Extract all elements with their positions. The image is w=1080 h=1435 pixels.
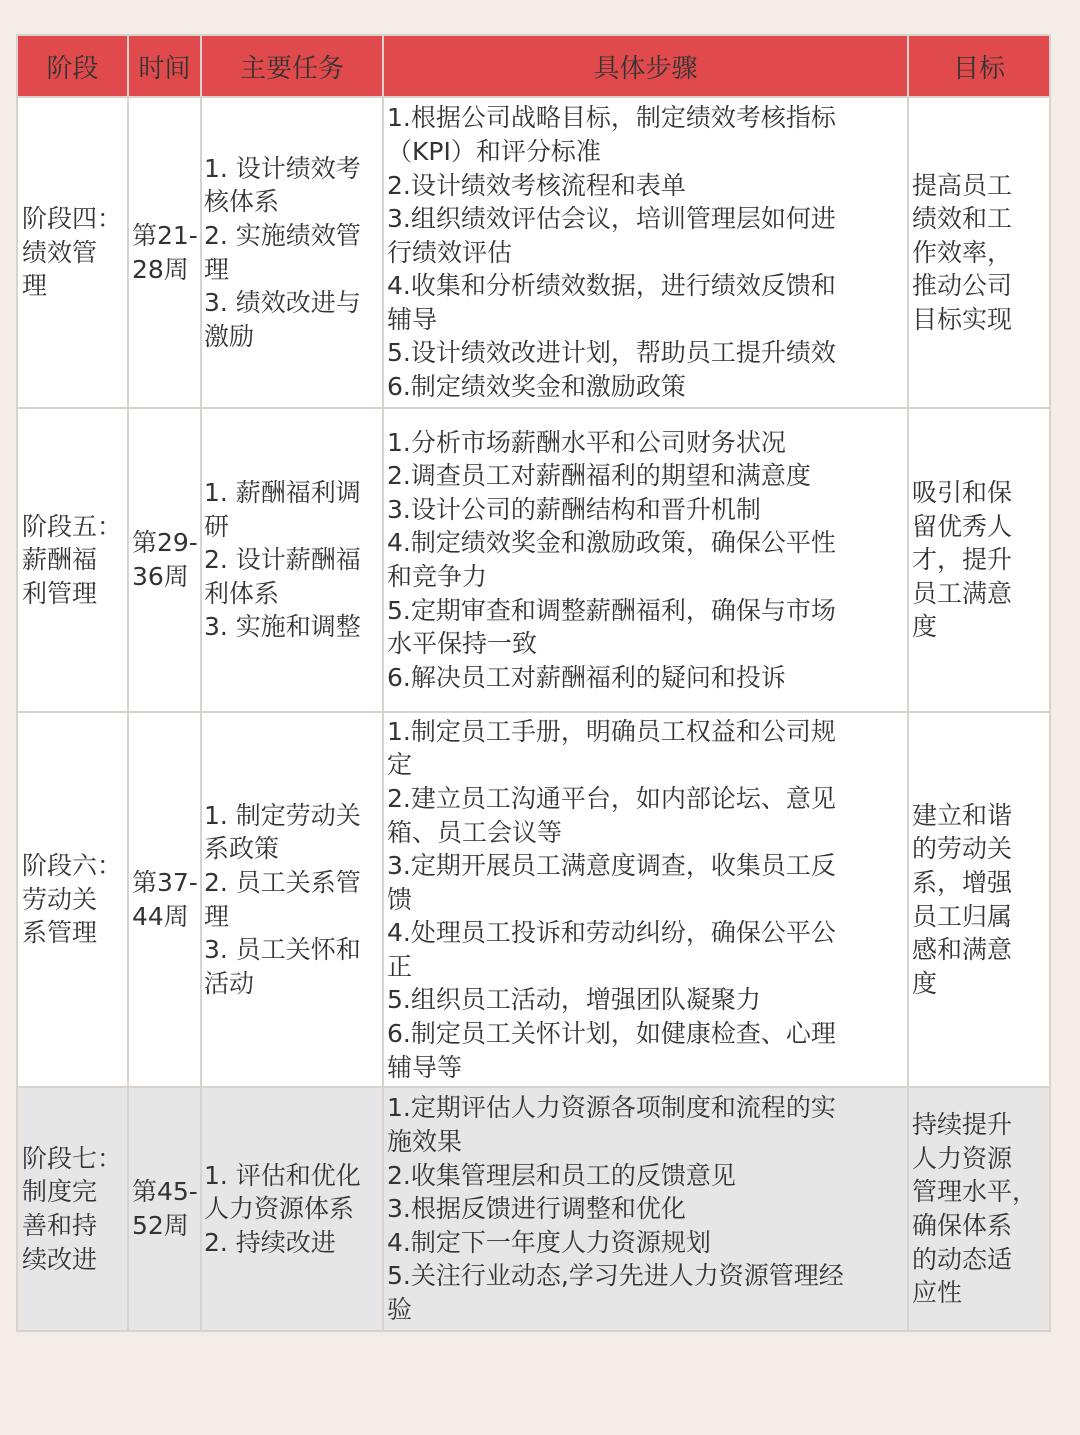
tasks-cell: [201, 408, 383, 712]
step-item: 2.收集管理层和员工的反馈意见: [387, 1160, 736, 1190]
header-row: [17, 35, 1050, 97]
goal-cell: [908, 97, 1050, 408]
step-item: 4.处理员工投诉和劳动纠纷，确保公平公 正: [387, 918, 836, 981]
step-item: 1.根据公司战略目标，制定绩效考核指标 （KPI）和评分标准: [387, 103, 836, 166]
stage-text: 阶段六： 劳动关 系管理: [22, 851, 123, 948]
stage-text: 阶段五： 薪酬福 利管理: [22, 511, 123, 608]
goal-text: 建立和谐 的劳动关 系，增强 员工归属 感和满意 度: [912, 800, 1013, 998]
step-item: 2.建立员工沟通平台，如内部论坛、意见 箱、员工会议等: [387, 783, 836, 847]
goal-cell: [908, 408, 1050, 712]
header-stage: 阶段: [17, 35, 128, 97]
step-item: 4.制定绩效奖金和激励政策，确保公平性 和竞争力: [387, 528, 836, 591]
step-item: 1.定期评估人力资源各项制度和流程的实 施效果: [387, 1093, 836, 1157]
steps-list: [387, 1091, 907, 1326]
steps-list: [387, 715, 907, 1085]
step-item: 3.定期开展员工满意度调查，收集员工反 馈: [387, 851, 836, 914]
step-item: 4.收集和分析绩效数据，进行绩效反馈和 辅导: [387, 271, 836, 334]
step-item: 5.组织员工活动，增强团队凝聚力: [387, 985, 761, 1015]
time-text: 第37- 44周: [132, 867, 198, 931]
time-text: 第29- 36周: [132, 528, 198, 591]
tasks-text: 1. 薪酬福利调 研 2. 设计薪酬福 利体系 3. 实施和调整: [204, 478, 361, 642]
step-item: 6.制定绩效奖金和激励政策: [387, 372, 686, 402]
time-cell: [128, 97, 201, 408]
steps-cell: [383, 1087, 908, 1331]
time-text: 第21- 28周: [132, 220, 198, 284]
step-item: 5.关注行业动态,学习先进人力资源管理经 验: [387, 1261, 844, 1324]
stage-cell: [17, 712, 128, 1087]
step-item: 2.调查员工对薪酬福利的期望和满意度: [387, 461, 811, 491]
time-cell: [128, 408, 201, 712]
time-text: 第45- 52周: [132, 1177, 198, 1240]
tasks-text: 1. 设计绩效考 核体系 2. 实施绩效管 理 3. 绩效改进与 激励: [204, 153, 361, 351]
step-item: 3.根据反馈进行调整和优化: [387, 1194, 686, 1224]
stage-cell: [17, 408, 128, 712]
time-cell: [128, 712, 201, 1087]
steps-cell: [383, 408, 908, 712]
goal-cell: [908, 1087, 1050, 1331]
plan-table: [16, 34, 1051, 1332]
step-item: 3.设计公司的薪酬结构和晋升机制: [387, 494, 761, 524]
tasks-text: 1. 制定劳动关 系政策 2. 员工关系管 理 3. 员工关怀和 活动: [204, 800, 361, 998]
step-item: 5.设计绩效改进计划，帮助员工提升绩效: [387, 338, 836, 368]
time-cell: [128, 1087, 201, 1331]
step-item: 2.设计绩效考核流程和表单: [387, 170, 686, 200]
goal-text: 提高员工 绩效和工 作效率， 推动公司 目标实现: [912, 170, 1013, 334]
table-row: [17, 712, 1050, 1087]
stage-text: 阶段四： 绩效管 理: [22, 204, 123, 301]
step-item: 5.定期审查和调整薪酬福利，确保与市场 水平保持一致: [387, 595, 836, 659]
stage-cell: [17, 1087, 128, 1331]
goal-text: 持续提升 人力资源 管理水平， 确保体系 的动态适 应性: [912, 1110, 1038, 1308]
steps-cell: [383, 712, 908, 1087]
step-item: 6.解决员工对薪酬福利的疑问和投诉: [387, 662, 786, 692]
tasks-text: 1. 评估和优化 人力资源体系 2. 持续改进: [204, 1160, 361, 1257]
table-row: [17, 1087, 1050, 1331]
table-row: [17, 408, 1050, 712]
step-item: 1.制定员工手册，明确员工权益和公司规 定: [387, 716, 836, 780]
step-item: 6.制定员工关怀计划，如健康检查、心理 辅导等: [387, 1019, 836, 1082]
header-steps: 具体步骤: [383, 35, 908, 97]
header-tasks: 主要任务: [201, 35, 383, 97]
header-time: 时间: [128, 35, 201, 97]
tasks-cell: [201, 712, 383, 1087]
goal-text: 吸引和保 留优秀人 才，提升 员工满意 度: [912, 478, 1013, 642]
steps-cell: [383, 97, 908, 408]
steps-list: [387, 101, 907, 403]
stage-text: 阶段七： 制度完 善和持 续改进: [22, 1143, 123, 1274]
table-row: [17, 97, 1050, 408]
header-goal: 目标: [908, 35, 1050, 97]
tasks-cell: [201, 1087, 383, 1331]
stage-cell: [17, 97, 128, 408]
step-item: 3.组织绩效评估会议，培训管理层如何进 行绩效评估: [387, 204, 836, 267]
step-item: 1.分析市场薪酬水平和公司财务状况: [387, 427, 786, 457]
tasks-cell: [201, 97, 383, 408]
steps-list: [387, 426, 907, 695]
step-item: 4.制定下一年度人力资源规划: [387, 1227, 711, 1257]
goal-cell: [908, 712, 1050, 1087]
